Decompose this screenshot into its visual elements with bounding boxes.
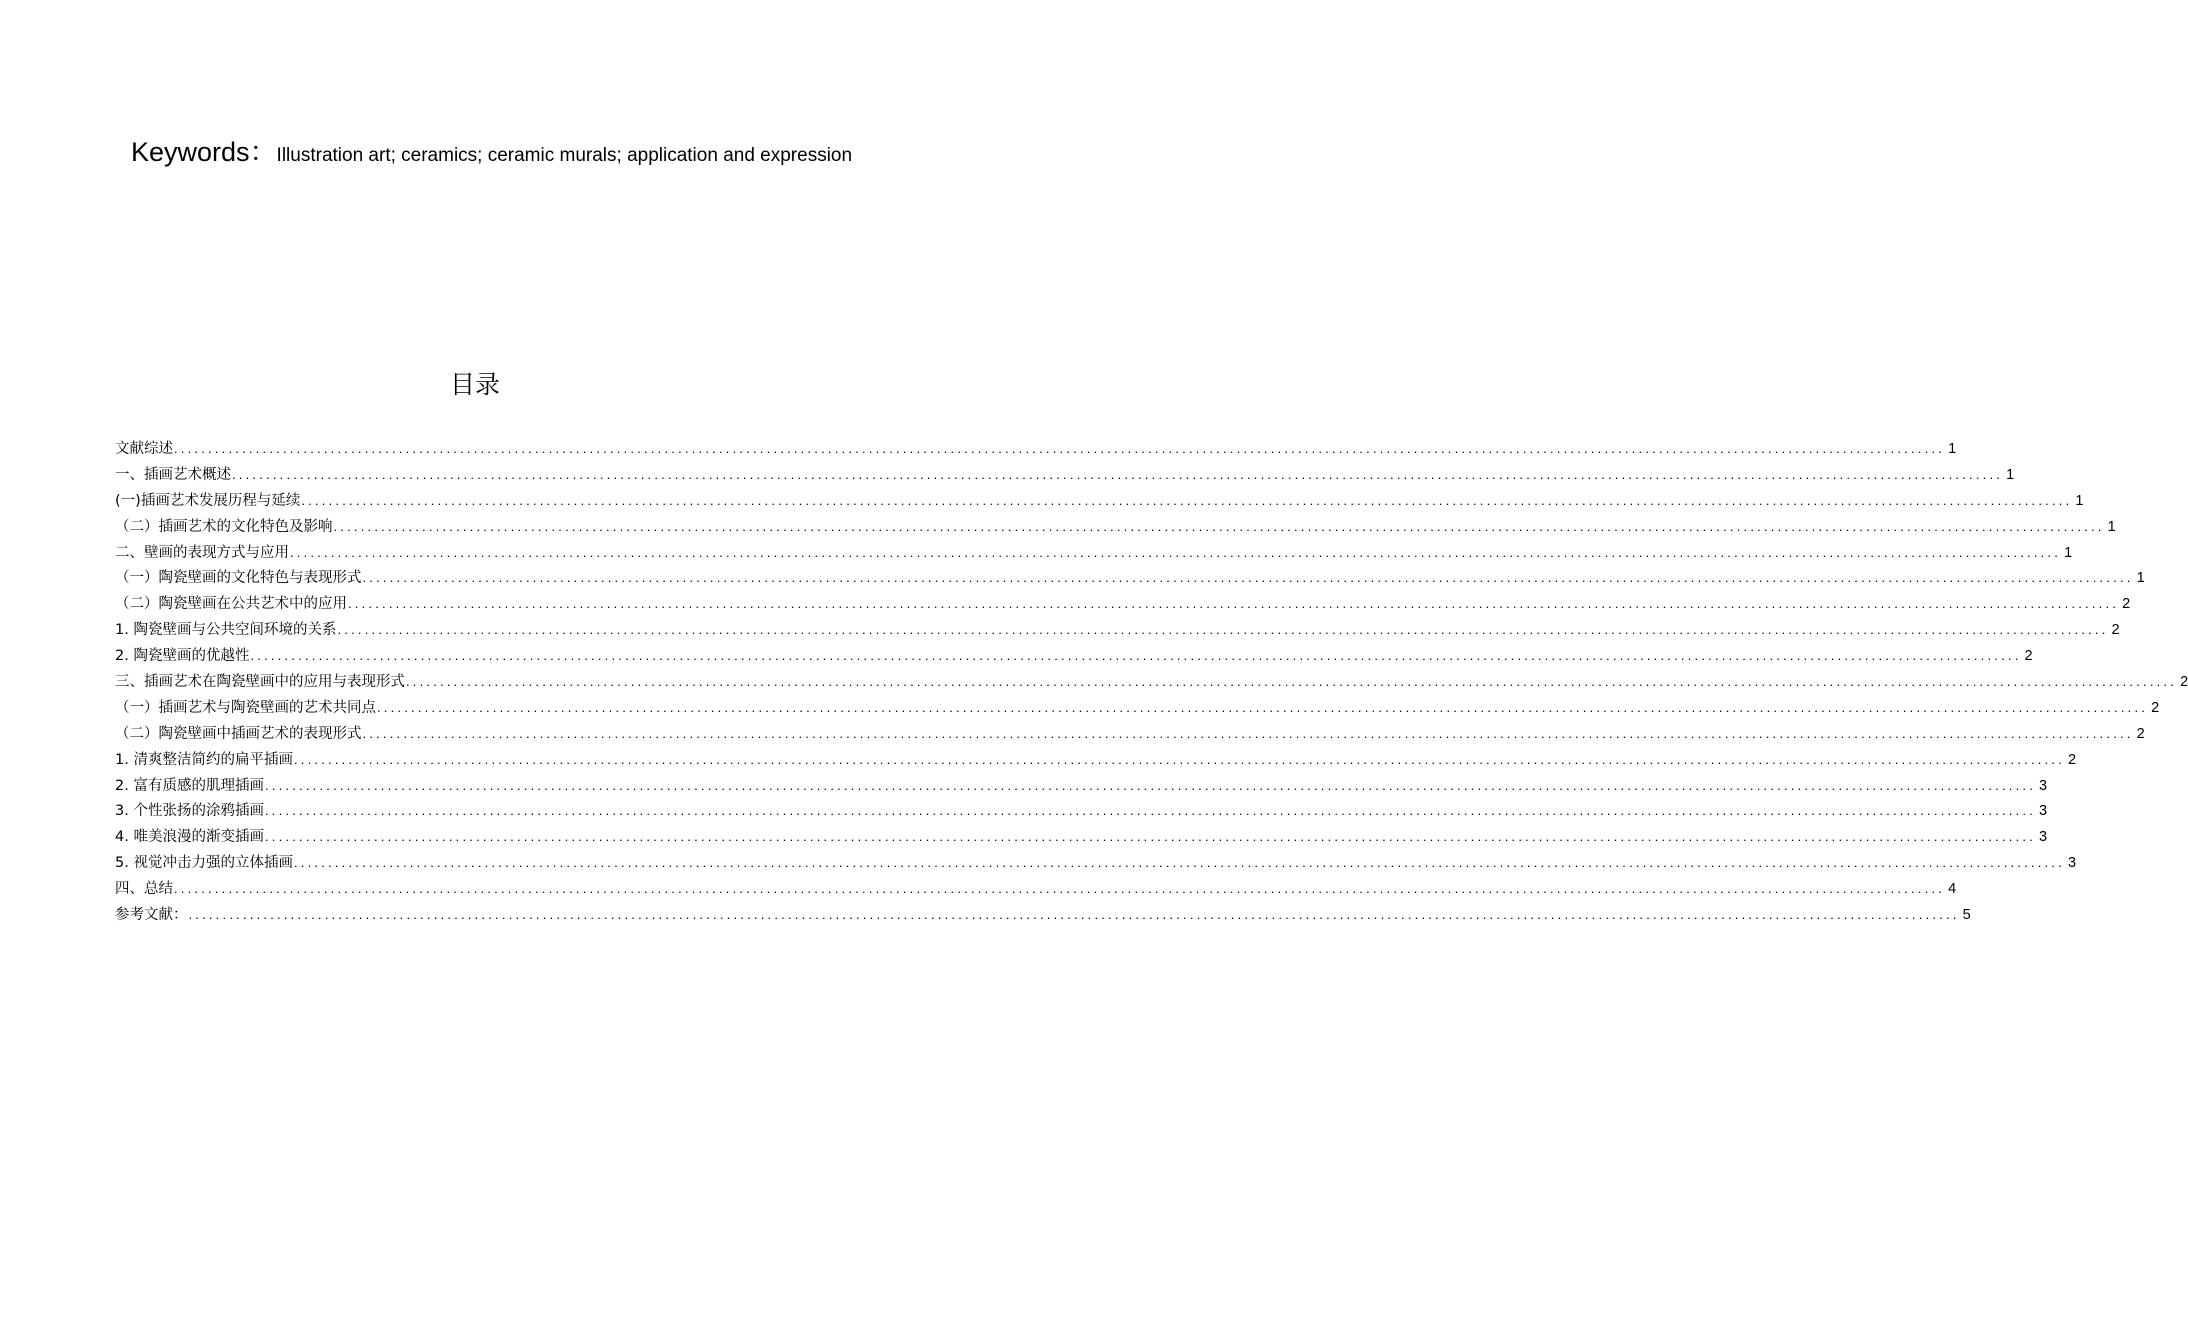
- toc-dot-leader: ....................................................................................................................................................................................................................................................................: [264, 829, 2037, 845]
- toc-entry-title: 1. 清爽整洁简约的扁平插画: [115, 751, 293, 768]
- toc-entry-page-number: 3: [2068, 855, 2077, 872]
- toc-entry[interactable]: [115, 824, 2048, 850]
- toc-entry-page-number: 5: [1962, 907, 1971, 924]
- toc-entry-title: 参考文献：: [115, 907, 188, 924]
- toc-entry[interactable]: [115, 514, 2116, 540]
- toc-entry-page-number: 2: [2068, 751, 2077, 768]
- toc-entry[interactable]: [115, 669, 2188, 695]
- toc-entry-title: 5. 视觉冲击力强的立体插画: [115, 855, 293, 872]
- toc-entry[interactable]: [115, 565, 2145, 591]
- toc-dot-leader: ....................................................................................................................................................................................................................................................................: [333, 518, 2105, 534]
- toc-entry-page-number: 1: [2064, 544, 2073, 561]
- toc-entry-title: （二）陶瓷壁画在公共艺术中的应用: [115, 596, 347, 613]
- toc-dot-leader: ....................................................................................................................................................................................................................................................................: [264, 777, 2037, 793]
- toc-entry[interactable]: [115, 721, 2145, 747]
- toc-dot-leader: ....................................................................................................................................................................................................................................................................: [290, 544, 2062, 560]
- toc-entry[interactable]: [115, 436, 1957, 462]
- toc-dot-leader: ....................................................................................................................................................................................................................................................................: [406, 674, 2178, 690]
- toc-entry-page-number: 2: [2136, 725, 2145, 742]
- toc-entry-title: 2. 陶瓷壁画的优越性: [115, 648, 250, 665]
- toc-entry-title: 3. 个性张扬的涂鸦插画: [115, 803, 264, 820]
- toc-entry-title: （一）陶瓷壁画的文化特色与表现形式: [115, 570, 362, 587]
- toc-dot-leader: ....................................................................................................................................................................................................................................................................: [362, 570, 2134, 586]
- toc-entry-title: 四、总结: [115, 881, 173, 898]
- toc-entry[interactable]: [115, 773, 2048, 799]
- toc-dot-leader: ....................................................................................................................................................................................................................................................................: [250, 648, 2022, 664]
- toc-entry-page-number: 1: [2006, 466, 2015, 483]
- toc-entry-title: (一)插画艺术发展历程与延续: [115, 492, 301, 509]
- toc-entry-title: （二）陶瓷壁画中插画艺术的表现形式: [115, 725, 362, 742]
- toc-entry[interactable]: [115, 747, 2077, 773]
- toc-entry-title: 二、壁画的表现方式与应用: [115, 544, 289, 561]
- toc-title: 目录: [449, 370, 500, 399]
- toc-entry-page-number: 3: [2039, 777, 2048, 794]
- table-of-contents: [115, 436, 2188, 928]
- toc-entry-page-number: 3: [2039, 803, 2048, 820]
- toc-dot-leader: ....................................................................................................................................................................................................................................................................: [264, 803, 2037, 819]
- toc-entry-page-number: 4: [1948, 881, 1957, 898]
- keywords-label: Keywords：: [131, 137, 277, 167]
- toc-entry-page-number: 2: [2024, 648, 2033, 665]
- toc-entry[interactable]: [115, 617, 2120, 643]
- toc-entry-page-number: 2: [2111, 622, 2120, 639]
- toc-entry-title: 4. 唯美浪漫的渐变插画: [115, 829, 264, 846]
- toc-entry-page-number: 2: [2151, 699, 2160, 716]
- toc-entry-title: 1. 陶瓷壁画与公共空间环境的关系: [115, 622, 337, 639]
- toc-entry[interactable]: [115, 540, 2073, 566]
- toc-entry-page-number: 1: [2136, 570, 2145, 587]
- toc-entry-page-number: 1: [1948, 441, 1957, 457]
- keywords-text: Illustration art; ceramics; ceramic murals; application and expression: [276, 145, 853, 166]
- toc-entry-page-number: 2: [2180, 674, 2188, 691]
- toc-entry-page-number: 1: [2107, 518, 2116, 535]
- toc-dot-leader: ....................................................................................................................................................................................................................................................................: [174, 441, 1946, 456]
- toc-dot-leader: ....................................................................................................................................................................................................................................................................: [293, 855, 2066, 871]
- toc-dot-leader: ....................................................................................................................................................................................................................................................................: [188, 907, 1960, 923]
- toc-dot-leader: ....................................................................................................................................................................................................................................................................: [362, 725, 2134, 741]
- toc-entry[interactable]: [115, 488, 2084, 514]
- toc-dot-leader: ....................................................................................................................................................................................................................................................................: [232, 466, 2004, 482]
- toc-entry[interactable]: [115, 462, 2015, 488]
- toc-dot-leader: ....................................................................................................................................................................................................................................................................: [174, 881, 1946, 897]
- toc-entry[interactable]: [115, 591, 2131, 617]
- toc-entry-title: 文献综述: [115, 441, 173, 457]
- toc-entry[interactable]: [115, 695, 2160, 721]
- keywords-line: [131, 135, 911, 173]
- toc-entry-page-number: 1: [2075, 492, 2084, 509]
- toc-entry-page-number: 3: [2039, 829, 2048, 846]
- toc-entry[interactable]: [115, 643, 2033, 669]
- toc-entry-title: 一、插画艺术概述: [115, 466, 231, 483]
- toc-entry-title: 三、插画艺术在陶瓷壁画中的应用与表现形式: [115, 674, 405, 691]
- toc-entry[interactable]: [115, 850, 2077, 876]
- toc-entry[interactable]: [115, 876, 1957, 902]
- toc-dot-leader: ....................................................................................................................................................................................................................................................................: [337, 622, 2109, 638]
- toc-dot-leader: ....................................................................................................................................................................................................................................................................: [293, 751, 2066, 767]
- toc-entry-title: （一）插画艺术与陶瓷壁画的艺术共同点: [115, 699, 376, 716]
- toc-dot-leader: ....................................................................................................................................................................................................................................................................: [377, 699, 2149, 715]
- toc-entry[interactable]: [115, 902, 1971, 928]
- toc-entry-page-number: 2: [2122, 596, 2131, 613]
- toc-entry-title: （二）插画艺术的文化特色及影响: [115, 518, 333, 535]
- toc-entry-title: 2. 富有质感的肌理插画: [115, 777, 264, 794]
- toc-dot-leader: ....................................................................................................................................................................................................................................................................: [301, 492, 2073, 508]
- toc-entry[interactable]: [115, 798, 2048, 824]
- toc-dot-leader: ....................................................................................................................................................................................................................................................................: [348, 596, 2120, 612]
